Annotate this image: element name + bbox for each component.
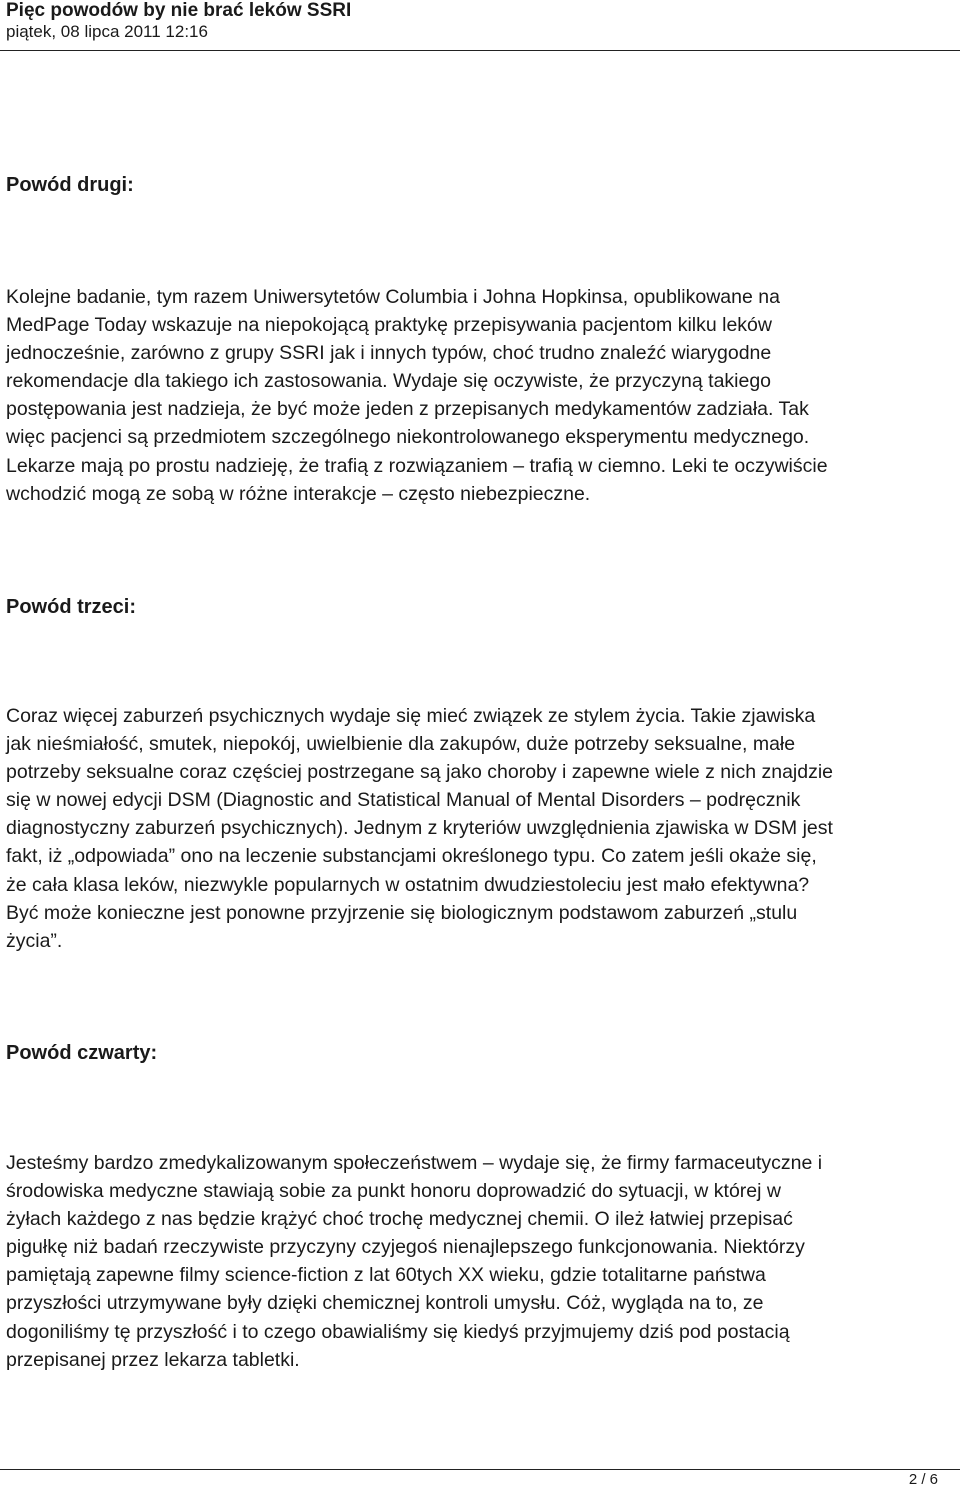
paragraph-line: Jesteśmy bardzo zmedykalizowanym społeczeństwem – wydaje się, że firmy farmaceutyczne i [6, 1152, 823, 1174]
paragraph-line: potrzeby seksualne coraz częściej postrzegane są jako choroby i zapewne wiele z nich znajdzie [6, 761, 834, 784]
paragraph-line: dogoniliśmy tę przyszłość i to czego obawialiśmy się kiedyś przyjmujemy dziś pod postacią [6, 1320, 790, 1343]
section-paragraph [6, 702, 958, 955]
document-title: Pięc powodów by nie brać leków SSRI [6, 0, 352, 21]
paragraph-line: diagnostyczny zaburzeń psychicznych). Jednym z kryteriów uwzględnienia zjawiska w DSM jest [6, 817, 833, 840]
paragraph-line: Lekarze mają po prostu nadzieję, że trafią z rozwiązaniem – trafią w ciemno. Leki te oczywiście [6, 454, 828, 477]
paragraph-line: przepisanej przez lekarza tabletki. [6, 1348, 300, 1371]
paragraph-line: Być może konieczne jest ponowne przyjrzenie się biologicznym podstawom zaburzeń „stulu [6, 901, 798, 924]
section-paragraph [6, 283, 958, 508]
page-header [0, 0, 960, 51]
paragraph-line: Kolejne badanie, tym razem Uniwersytetów Columbia i Johna Hopkinsa, opublikowane na [6, 286, 780, 308]
page-number: 2 / 6 [908, 1471, 938, 1488]
paragraph-line: pamiętają zapewne filmy science-fiction z lat 60tych XX wieku, gdzie totalitarne państwa [6, 1264, 766, 1287]
paragraph-line: postępowania jest nadzieja, że być może jeden z przepisanych medykamentów zadziała. Tak [6, 398, 809, 421]
paragraph-line: wchodzić mogą ze sobą w różne interakcje – często niebezpieczne. [6, 482, 591, 505]
paragraph-line: żyłach każdego z nas będzie krążyć choć trochę medycznej chemii. O ileż łatwiej przepisać [6, 1208, 793, 1231]
paragraph-line: że cała klasa leków, niezwykle popularnych w ostatnim dwudziestoleciu jest mało efektywna? [6, 873, 810, 896]
paragraph-line: przyszłości utrzymywane były dzięki chemicznej kontroli umysłu. Cóż, wygląda na to, ze [6, 1292, 764, 1315]
paragraph-line: jednocześnie, zarówno z grupy SSRI jak i innych typów, choć trudno znaleźć wiarygodne [6, 342, 772, 365]
paragraph-line: jak nieśmiałość, smutek, niepokój, uwielbienie dla zakupów, duże potrzeby seksualne, małe [6, 733, 796, 756]
paragraph-line: pigułkę niż badań rzeczywiste przyczyny czyjegoś nienajlepszego funkcjonowania. Niektórzy [6, 1236, 805, 1259]
paragraph-line: MedPage Today wskazuje na niepokojącą praktykę przepisywania pacjentom kilku leków [6, 314, 772, 337]
document-date: piątek, 08 lipca 2011 12:16 [6, 22, 208, 41]
paragraph-line: życia”. [6, 929, 63, 952]
paragraph-line: Coraz więcej zaburzeń psychicznych wydaje się mieć związek ze stylem życia. Takie zjawiska [6, 705, 816, 727]
section-heading: Powód trzeci: [6, 596, 137, 618]
section-heading: Powód drugi: [6, 174, 134, 196]
footer-divider [0, 1469, 960, 1470]
paragraph-line: fakt, iż „odpowiada” ono na leczenie substancjami określonego typu. Co zatem jeśli okaże się, [6, 845, 817, 868]
paragraph-line: się w nowej edycji DSM (Diagnostic and Statistical Manual of Mental Disorders – podręcznik [6, 789, 801, 812]
paragraph-line: środowiska medyczne stawiają sobie za punkt honoru doprowadzić do sytuacji, w której w [6, 1180, 781, 1203]
paragraph-line: więc pacjenci są przedmiotem szczególnego niekontrolowanego eksperymentu medycznego. [6, 426, 810, 449]
paragraph-line: rekomendacje dla takiego ich zastosowania. Wydaje się oczywiste, że przyczyną takiego [6, 370, 772, 393]
section-paragraph [6, 1149, 958, 1374]
section-heading: Powód czwarty: [6, 1042, 158, 1064]
